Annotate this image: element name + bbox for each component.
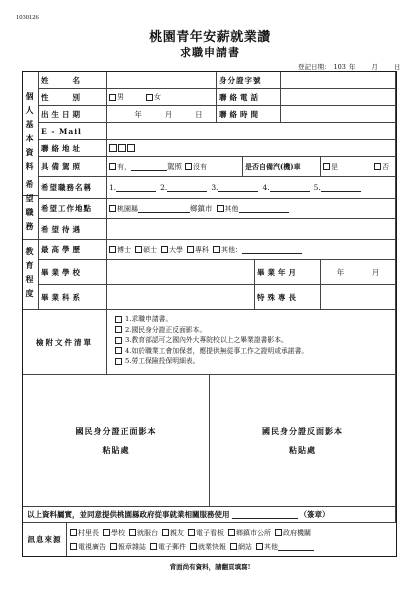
attachments-field bbox=[107, 310, 396, 375]
postal-code-box[interactable] bbox=[127, 144, 135, 152]
consent-row bbox=[23, 507, 396, 523]
checkbox-icon[interactable] bbox=[150, 543, 157, 550]
source-option[interactable]: 學校 bbox=[103, 528, 125, 538]
source-option[interactable]: 報章雜誌 bbox=[110, 542, 146, 552]
license-type-line[interactable] bbox=[131, 162, 167, 171]
attachments-label: 檢附文件清單 bbox=[23, 310, 107, 375]
checkbox-icon[interactable] bbox=[115, 337, 122, 344]
gender-field bbox=[107, 89, 217, 106]
highest-edu-label: 最高學歷 bbox=[39, 240, 107, 260]
gender-female-option[interactable]: 女 bbox=[146, 92, 161, 102]
checkbox-icon[interactable] bbox=[115, 347, 122, 354]
contact-time-field[interactable] bbox=[281, 106, 396, 123]
job-line[interactable] bbox=[270, 183, 310, 192]
location-label: 希望工作地點 bbox=[39, 199, 107, 219]
checkbox-icon[interactable] bbox=[146, 94, 153, 101]
application-form bbox=[22, 71, 397, 557]
signature-label: （簽章） bbox=[299, 510, 330, 519]
attachment-item[interactable]: 4.如於職業工會加保者，應提供無從事工作之證明或承諾書。 bbox=[115, 346, 308, 357]
checkbox-icon[interactable] bbox=[115, 326, 122, 333]
grad-date-field[interactable]: 年 月 bbox=[321, 260, 396, 285]
registration-date: 登記日期： 103 年 月 日 bbox=[298, 63, 401, 71]
checkbox-icon[interactable] bbox=[217, 205, 224, 212]
attachment-item[interactable]: 1.求職申請書。 bbox=[115, 314, 308, 325]
school-label: 畢業學校 bbox=[39, 260, 107, 285]
checkbox-icon[interactable] bbox=[129, 529, 136, 536]
edu-option[interactable]: 專科 bbox=[187, 245, 209, 255]
location-taoyuan-option[interactable]: 桃園縣 bbox=[109, 204, 138, 214]
checkbox-icon[interactable] bbox=[115, 358, 122, 365]
id-front-paste-area[interactable] bbox=[23, 375, 210, 507]
email-label: E - Mail bbox=[39, 123, 107, 140]
name-field[interactable] bbox=[107, 72, 217, 89]
checkbox-icon[interactable] bbox=[109, 246, 116, 253]
source-option[interactable]: 政府機關 bbox=[275, 528, 311, 538]
vehicle-no-option[interactable]: 否 bbox=[374, 162, 389, 172]
job-line[interactable] bbox=[321, 183, 361, 192]
source-option[interactable]: 村里長 bbox=[70, 528, 99, 538]
checkbox-icon[interactable] bbox=[256, 543, 263, 550]
checkbox-icon[interactable] bbox=[187, 246, 194, 253]
source-row-2 bbox=[70, 540, 314, 554]
location-field: 桃園縣 鄉鎮市 其他 bbox=[107, 199, 396, 219]
checkbox-icon[interactable] bbox=[109, 205, 116, 212]
source-option[interactable]: 電子看板 bbox=[188, 528, 224, 538]
grad-date-label: 畢業年月 bbox=[255, 260, 321, 285]
location-other-option[interactable]: 其他 bbox=[217, 204, 239, 214]
checkbox-icon[interactable] bbox=[275, 529, 282, 536]
edu-option[interactable]: 碩士 bbox=[135, 245, 157, 255]
pay-label: 希望待遇 bbox=[39, 219, 107, 240]
birth-label: 出生日期 bbox=[39, 106, 107, 123]
name-label: 姓 名 bbox=[39, 72, 107, 89]
source-option[interactable]: 電視廣告 bbox=[70, 542, 106, 552]
checkbox-icon[interactable] bbox=[162, 529, 169, 536]
attachments-list bbox=[115, 314, 308, 367]
checkbox-icon[interactable] bbox=[115, 316, 122, 323]
gender-male-option[interactable]: 男 bbox=[109, 92, 124, 102]
checkbox-icon[interactable] bbox=[135, 246, 142, 253]
source-option[interactable]: 電子郵件 bbox=[150, 542, 186, 552]
other-location-line[interactable] bbox=[239, 204, 289, 213]
skills-label: 特殊專長 bbox=[255, 285, 321, 310]
town-line[interactable] bbox=[138, 204, 190, 213]
edu-other-line[interactable] bbox=[242, 245, 302, 254]
id-back-paste-label: 粘貼處 bbox=[289, 444, 316, 455]
job-line[interactable] bbox=[218, 183, 258, 192]
skills-field[interactable] bbox=[321, 285, 396, 310]
license-no-option[interactable]: 沒有 bbox=[185, 162, 207, 172]
source-option[interactable]: 就服台 bbox=[129, 528, 158, 538]
job-name-label: 希望職務名稱 bbox=[39, 177, 107, 199]
license-label: 具備駕照 bbox=[39, 157, 107, 177]
footer-note: 背面尚有資料，請翻頁填寫! bbox=[169, 563, 251, 571]
vehicle-yes-option[interactable]: 是 bbox=[323, 162, 338, 172]
edu-option[interactable]: 大學 bbox=[161, 245, 183, 255]
vehicle-field bbox=[321, 157, 396, 177]
checkbox-icon[interactable] bbox=[374, 163, 381, 170]
source-row-1 bbox=[70, 526, 311, 540]
id-number-field[interactable] bbox=[281, 72, 396, 89]
attachment-item[interactable]: 2.國民身分證正反面影本。 bbox=[115, 325, 308, 336]
gender-label: 性 別 bbox=[39, 89, 107, 106]
source-option[interactable]: 就業快報 bbox=[190, 542, 226, 552]
form-id: 1030126 bbox=[16, 14, 39, 21]
phone-field[interactable] bbox=[281, 89, 396, 106]
job-name-field: 1. 2. 3. 4. 5. bbox=[107, 177, 396, 199]
job-line[interactable] bbox=[167, 183, 207, 192]
attachment-item[interactable]: 5.勞工保險投保明細表。 bbox=[115, 356, 308, 367]
id-back-label: 國民身分證反面影本 bbox=[262, 425, 343, 436]
address-label: 聯絡地址 bbox=[39, 140, 107, 157]
address-field[interactable] bbox=[107, 140, 396, 157]
dept-label: 畢業科系 bbox=[39, 285, 107, 310]
license-field: 有， 駕照 沒有 bbox=[107, 157, 243, 177]
checkbox-icon[interactable] bbox=[190, 543, 197, 550]
signature-line[interactable] bbox=[232, 510, 298, 519]
consent-text: 以上資料屬實，並同意提供桃園縣政府從事就業相關服務使用 bbox=[27, 510, 230, 519]
source-option[interactable]: 親友 bbox=[162, 528, 184, 538]
checkbox-icon[interactable] bbox=[213, 246, 220, 253]
edu-option[interactable]: 其他： bbox=[213, 245, 242, 255]
source-option[interactable]: 鄉鎮市公所 bbox=[228, 528, 271, 538]
id-back-paste-area[interactable] bbox=[210, 375, 396, 507]
highest-edu-field bbox=[107, 240, 396, 260]
checkbox-icon[interactable] bbox=[161, 246, 168, 253]
source-other-line[interactable] bbox=[278, 542, 314, 551]
school-field[interactable] bbox=[107, 260, 255, 285]
checkbox-icon[interactable] bbox=[103, 529, 110, 536]
phone-label: 聯絡電話 bbox=[217, 89, 281, 106]
section-wish: 希望職務 bbox=[23, 177, 39, 240]
vehicle-label: 是否自備汽(機)車 bbox=[243, 157, 321, 177]
checkbox-icon[interactable] bbox=[70, 543, 77, 550]
checkbox-icon[interactable] bbox=[70, 529, 77, 536]
page-title: 桃園青年安薪就業讚 bbox=[149, 30, 271, 45]
postal-code-box[interactable] bbox=[118, 144, 126, 152]
checkbox-icon[interactable] bbox=[185, 163, 192, 170]
license-yes-option[interactable]: 有， bbox=[109, 162, 131, 172]
birth-field[interactable]: 年 月 日 bbox=[107, 106, 217, 123]
checkbox-icon[interactable] bbox=[228, 529, 235, 536]
checkbox-icon[interactable] bbox=[109, 94, 116, 101]
checkbox-icon[interactable] bbox=[188, 529, 195, 536]
source-label: 訊息來源 bbox=[23, 523, 67, 556]
email-field[interactable] bbox=[107, 123, 396, 140]
source-option[interactable]: 其他 bbox=[256, 542, 278, 552]
contact-time-label: 聯絡時間 bbox=[217, 106, 281, 123]
edu-option[interactable]: 博士 bbox=[109, 245, 131, 255]
id-front-paste-label: 粘貼處 bbox=[102, 444, 130, 455]
job-line[interactable] bbox=[116, 183, 156, 192]
source-option[interactable]: 網站 bbox=[230, 542, 252, 552]
checkbox-icon[interactable] bbox=[110, 543, 117, 550]
pay-field[interactable] bbox=[107, 219, 396, 240]
id-front-label: 國民身分證正面影本 bbox=[75, 425, 157, 436]
section-personal: 個人基本資料 bbox=[23, 72, 39, 196]
attachment-item[interactable]: 3.教育部認可之國內外大專院校以上之畢業證書影本。 bbox=[115, 335, 308, 346]
section-education: 教育程度 bbox=[23, 240, 39, 310]
checkbox-icon[interactable] bbox=[109, 163, 116, 170]
dept-field[interactable] bbox=[107, 285, 255, 310]
checkbox-icon[interactable] bbox=[230, 543, 237, 550]
page-subtitle: 求職申請書 bbox=[180, 46, 240, 59]
id-number-label: 身分證字號 bbox=[217, 72, 281, 89]
checkbox-icon[interactable] bbox=[323, 163, 330, 170]
postal-code-box[interactable] bbox=[109, 144, 117, 152]
source-field bbox=[67, 523, 396, 556]
